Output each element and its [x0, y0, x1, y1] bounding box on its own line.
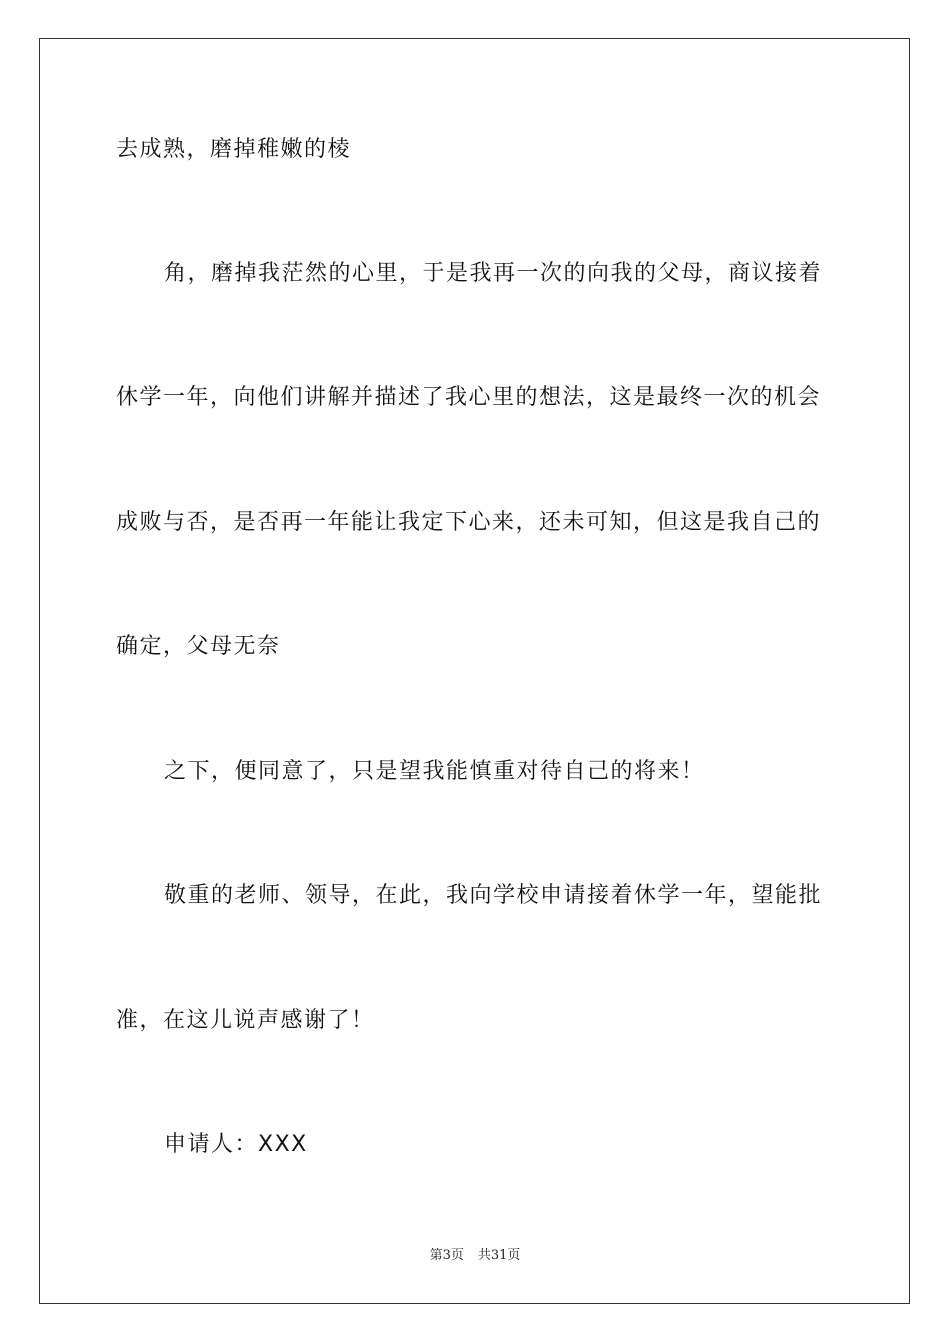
body-line-8: 准，在这儿说声感谢了！: [116, 1008, 375, 1033]
body-line-5: 确定，父母无奈: [116, 634, 281, 659]
body-line-7: 敬重的老师、领导，在此，我向学校申请接着休学一年，望能批: [164, 883, 823, 908]
body-line-1: 去成熟，磨掉稚嫩的棱: [116, 137, 352, 162]
page-frame: [39, 38, 910, 1304]
page-footer: [0, 1247, 950, 1265]
body-line-4: 成败与否，是否再一年能让我定下心来，还未可知，但这是我自己的: [116, 510, 822, 535]
body-line-6: 之下，便同意了，只是望我能慎重对待自己的将来！: [164, 759, 705, 784]
body-line-3: 休学一年，向他们讲解并描述了我心里的想法，这是最终一次的机会: [116, 385, 822, 410]
page-number: 第3页: [429, 1248, 464, 1263]
page-total: 共31页: [477, 1248, 521, 1263]
applicant-line: 申请人：XXX: [164, 1132, 308, 1157]
body-line-2: 角，磨掉我茫然的心里，于是我再一次的向我的父母，商议接着: [164, 261, 823, 286]
